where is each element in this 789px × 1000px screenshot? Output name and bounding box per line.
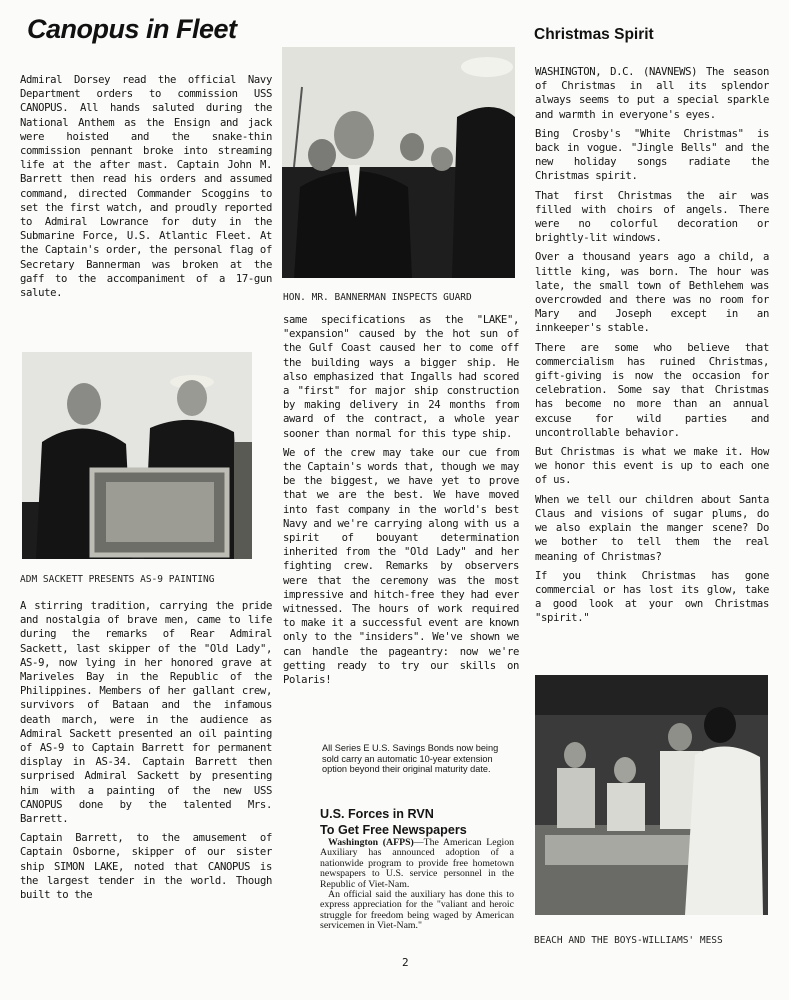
- article-paragraph: Captain Barrett, to the amusement of Captain Osborne, skipper of our sister ship SIMON LAKE, noted that CANOPUS is the largest tender in the world. Though built to the: [20, 832, 272, 902]
- article-paragraph: A stirring tradition, carrying the pride and nostalgia of brave men, came to life during the remarks of Rear Admiral Sackett, last skipper of the "Old Lady", AS-9, now lying in her honored grave at Mariveles Bay in the Republic of the Philippines. Members of her gallant crew, survivors of Bataan and the infamous death march, were in the audience as Admiral Sackett presented an oil painting of AS-9 to Captain Barrett for permanent display in AS-34. Captain Barrett then surprised Admiral Sackett by presenting him with a painting of the new USS CANOPUS done by the talented Mrs. Barrett.: [20, 600, 272, 826]
- article-paragraph: Over a thousand years ago a child, a little king, was born. The hour was late, the small town of Bethlehem was overcrowded and there was no room for Mary and Joseph except in an innkeeper's stable.: [535, 251, 769, 335]
- photo-williams-mess: [535, 675, 768, 915]
- article-paragraph: WASHINGTON, D.C. (NAVNEWS) The season of Christmas in all its splendor always seems to put a special sparkle and warmth in everyone's eyes.: [535, 66, 769, 121]
- savings-bonds-note: All Series E U.S. Savings Bonds now being sold carry an automatic 10-year extension option beyond their original maturity date.: [322, 743, 499, 775]
- article-paragraph: [320, 838, 514, 890]
- page-number: 2: [402, 956, 409, 969]
- article-paragraph: same specifications as the "LAKE", "expansion" caused by the hot sun of the Gulf Coast caused her to come off the building ways a bigger ship. He also emphasized that Ingalls had scored a "first" for major ship construction by making delivery in 24 months from award of the contract, a whole year sooner than normal for this type ship.: [283, 314, 519, 440]
- rvn-headline: [320, 806, 467, 838]
- article-paragraph: When we tell our children about Santa Claus and visions of sugar plums, do we also explain the manger scene? Do we bother to tell them the real meaning of Christmas?: [535, 493, 769, 563]
- rvn-headline-line1: U.S. Forces in RVN: [320, 807, 434, 821]
- article-paragraph: We of the crew may take our cue from the Captain's words that, though we may be the biggest, we have yet to prove that we are the best. We have moved into fast company in the world's best Navy and we're carrying along with us a spirit of bouyant determination inherited from the "Old Lady" and her fighting crew. Remarks by observers were that the ceremony was the most impressive and hitch-free they had ever witnessed. The hours of work required to make it a successful event are known only to the "insiders". We've shown we can handle the pageantry: now we're getting ready to try our skills on Polaris!: [283, 446, 519, 687]
- caption-sackett-painting: ADM SACKETT PRESENTS AS-9 PAINTING: [20, 574, 215, 585]
- rvn-headline-line2: To Get Free Newspapers: [320, 823, 467, 837]
- rvn-article: [320, 838, 514, 932]
- column-3: [535, 65, 769, 631]
- article-paragraph: An official said the auxiliary has done this to express appreciation for the "valiant and heroic struggle for freedom being waged by American servicemen in Viet-Nam.": [320, 889, 514, 932]
- column-1-top: [20, 73, 272, 305]
- article-paragraph: If you think Christmas has gone commercial or has lost its glow, take a good look at your own Christmas "spirit.": [535, 569, 769, 625]
- photo-sackett-painting: [22, 352, 252, 559]
- article-paragraph: But Christmas is what we make it. How we honor this event is up to each one of us.: [535, 446, 769, 487]
- article-paragraph: Admiral Dorsey read the official Navy Department orders to commission USS CANOPUS. All hands saluted during the National Anthem as the Ensign and jack were hoisted and the snake-thin commission pennant broke into streaming life at the after mast. Captain John M. Barrett then read his orders and assumed command, directed Commander Scoggins to set the first watch, and proudly reported to Admiral Lowrance for duty in the Submarine Force, U.S. Atlantic Fleet. At the Captain's order, the personal flag of Secretary Bannerman was broken at the gaff to the accompaniment of a 17-gun salute.: [20, 74, 272, 300]
- caption-williams-mess: BEACH AND THE BOYS-WILLIAMS' MESS: [534, 935, 723, 946]
- rvn-dateline: Washington (AFPS): [328, 837, 414, 848]
- column-2: [283, 313, 519, 692]
- article-paragraph: There are some who believe that commercialism has ruined Christmas, gift-giving is now the occasion for celebration. Some say that Christmas has become no more than an annual excuse for wild parties and uncontrollable behavior.: [535, 341, 769, 439]
- caption-bannerman-inspects-guard: HON. MR. BANNERMAN INSPECTS GUARD: [283, 292, 472, 303]
- rvn-paragraph-1: —The American Legion Auxiliary has announced adoption of a nationwide program to provide free hometown newspapers to U.S. service personnel in the Republic of Viet-Nam.: [320, 837, 515, 890]
- article-paragraph: Bing Crosby's "White Christmas" is back in vogue. "Jingle Bells" and the new holiday songs radiate the Christmas spirit.: [535, 127, 769, 183]
- headline-canopus-in-fleet: Canopus in Fleet: [27, 14, 237, 44]
- photo-bannerman-inspects-guard: [282, 47, 515, 278]
- column-1-bottom: [20, 599, 272, 907]
- headline-christmas-spirit: Christmas Spirit: [534, 26, 654, 43]
- article-paragraph: That first Christmas the air was filled with choirs of angels. There were no colorful decoration or brightly-lit windows.: [535, 189, 769, 245]
